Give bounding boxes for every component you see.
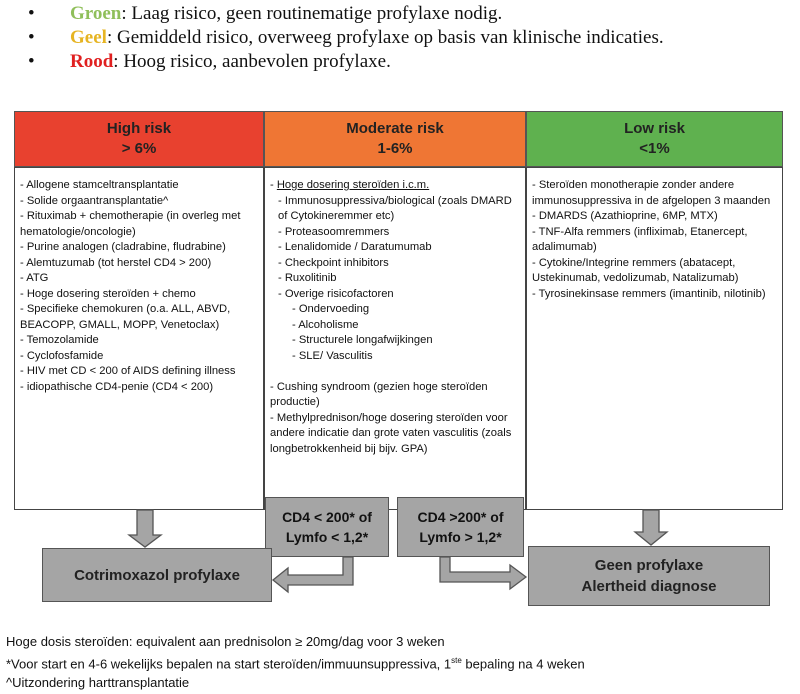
legend-red-label: Rood <box>70 51 114 72</box>
list-item: - Cyclofosfamide <box>20 349 104 362</box>
legend-green-text: : Laag risico, geen routinematige profylaxe nodig. <box>121 3 503 24</box>
list-item: - Methylprednison/hoge dosering steroïden voor andere indicatie dan grote vaten vasculitis (zoals longbetrokkenheid bij bijv. GPA) <box>270 411 512 455</box>
list-item: - Alcoholisme <box>292 318 359 331</box>
list-item: - Alemtuzumab (tot herstel CD4 > 200) <box>20 256 212 269</box>
moderate-risk-title: Moderate risk <box>346 120 444 137</box>
condition-high-cd4-box <box>397 497 524 557</box>
list-item: - Ondervoeding <box>292 303 370 315</box>
list-item: - DMARDS (Azathioprine, 6MP, MTX) <box>532 210 718 222</box>
arrow-left-elbow-icon <box>273 557 353 592</box>
legend-yellow-text: : Gemiddeld risico, overweeg profylaxe op basis van klinische indicaties. <box>106 27 664 48</box>
list-item: - Specifieke chemokuren (o.a. ALL, ABVD, BEACOPP, GMALL, MOPP, Venetoclax) <box>20 303 231 331</box>
list-item: - Allogene stamceltransplantatie <box>20 179 179 191</box>
list-item: - SLE/ Vasculitis <box>292 349 373 362</box>
legend-red-text: : Hoog risico, aanbevolen profylaxe. <box>113 51 391 72</box>
list-item: - Tyrosinekinsase remmers (imantinib, nilotinib) <box>532 287 766 300</box>
list-item: - HIV met CD < 200 of AIDS defining illness <box>20 365 236 377</box>
no-prophylaxis-line1: Geen profylaxe <box>594 557 704 574</box>
high-risk-title: High risk <box>106 120 172 137</box>
list-item: - Steroïden monotherapie zonder andere immunosuppressiva in de afgelopen 3 maanden <box>532 179 771 207</box>
low-risk-title: Low risk <box>624 120 685 137</box>
footnote-measurement-sup: ste <box>451 656 462 665</box>
bullet-icon: • <box>28 27 35 48</box>
footnote-exception: ^Uitzondering harttransplantatie <box>6 675 190 691</box>
footnote-measurement-b: bepaling na 4 weken <box>461 656 585 672</box>
arrow-down-high-icon <box>129 510 161 547</box>
cotrimoxazol-prophylaxis-box <box>42 548 272 602</box>
condition-high-cd4-line1: CD4 >200* of <box>417 509 504 525</box>
bullet-icon: • <box>28 51 35 72</box>
list-item: - Structurele longafwijkingen <box>292 334 433 346</box>
condition-low-cd4-line2: Lymfo < 1,2* <box>285 529 369 545</box>
list-item: - Temozolamide <box>20 334 99 346</box>
no-prophylaxis-line2: Alertheid diagnose <box>581 578 717 595</box>
bullet-icon: • <box>28 3 35 24</box>
cotrimoxazol-label: Cotrimoxazol profylaxe <box>74 566 240 584</box>
no-prophylaxis-box <box>528 546 770 606</box>
list-item: - Proteasoomremmers <box>278 225 390 238</box>
condition-high-cd4-line2: Lymfo > 1,2* <box>419 529 502 545</box>
list-item: - Purine analogen (cladrabine, fludrabine) <box>20 241 226 253</box>
arrow-right-elbow-icon <box>440 557 526 589</box>
list-item: - idiopathische CD4-penie (CD4 < 200) <box>20 380 214 393</box>
list-item: - Cushing syndroom (gezien hoge steroïden productie) <box>270 380 488 408</box>
footnote-steroid-dose: Hoge dosis steroïden: equivalent aan prednisolon ≥ 20mg/dag voor 3 weken <box>6 634 445 649</box>
arrow-down-low-icon <box>635 510 667 545</box>
high-risk-percentage: > 6% <box>121 140 157 157</box>
moderate-heading-prefix: - <box>270 179 277 191</box>
list-item: - Overige risicofactoren <box>278 287 394 300</box>
footnotes <box>6 632 585 692</box>
list-item: - Cytokine/Integrine remmers (abatacept, Ustekinumab, vedolizumab, Natalizumab) <box>532 256 739 284</box>
legend-yellow-label: Geel <box>70 27 107 48</box>
list-item: - Checkpoint inhibitors <box>278 256 389 269</box>
list-item: - Rituximab + chemotherapie (in overleg met hematologie/oncologie) <box>20 210 241 238</box>
condition-low-cd4-box <box>265 497 389 557</box>
list-item: - Hoge dosering steroïden + chemo <box>20 287 196 300</box>
legend-green-label: Groen <box>70 3 122 24</box>
low-risk-percentage: <1% <box>639 140 670 157</box>
condition-low-cd4-line1: CD4 < 200* of <box>282 509 372 525</box>
list-item: - Ruxolitinib <box>278 272 337 284</box>
footnote-measurement <box>6 651 585 673</box>
list-item: - Solide orgaantransplantatie^ <box>20 194 169 207</box>
footnote-measurement-a: *Voor start en 4-6 wekelijks bepalen na start steroïden/immuunsuppressiva, 1 <box>6 656 452 672</box>
list-item: - TNF-Alfa remmers (infliximab, Etanercept, adalimumab) <box>532 225 748 253</box>
list-item: - Lenalidomide / Daratumumab <box>278 241 432 253</box>
moderate-risk-percentage: 1-6% <box>377 140 413 157</box>
list-item: - ATG <box>20 272 49 284</box>
moderate-heading-text: Hoge dosering steroïden i.c.m. <box>276 179 430 191</box>
list-item: - Immunosuppressiva/biological (zoals DMARD of Cytokineremmer etc) <box>278 194 512 222</box>
